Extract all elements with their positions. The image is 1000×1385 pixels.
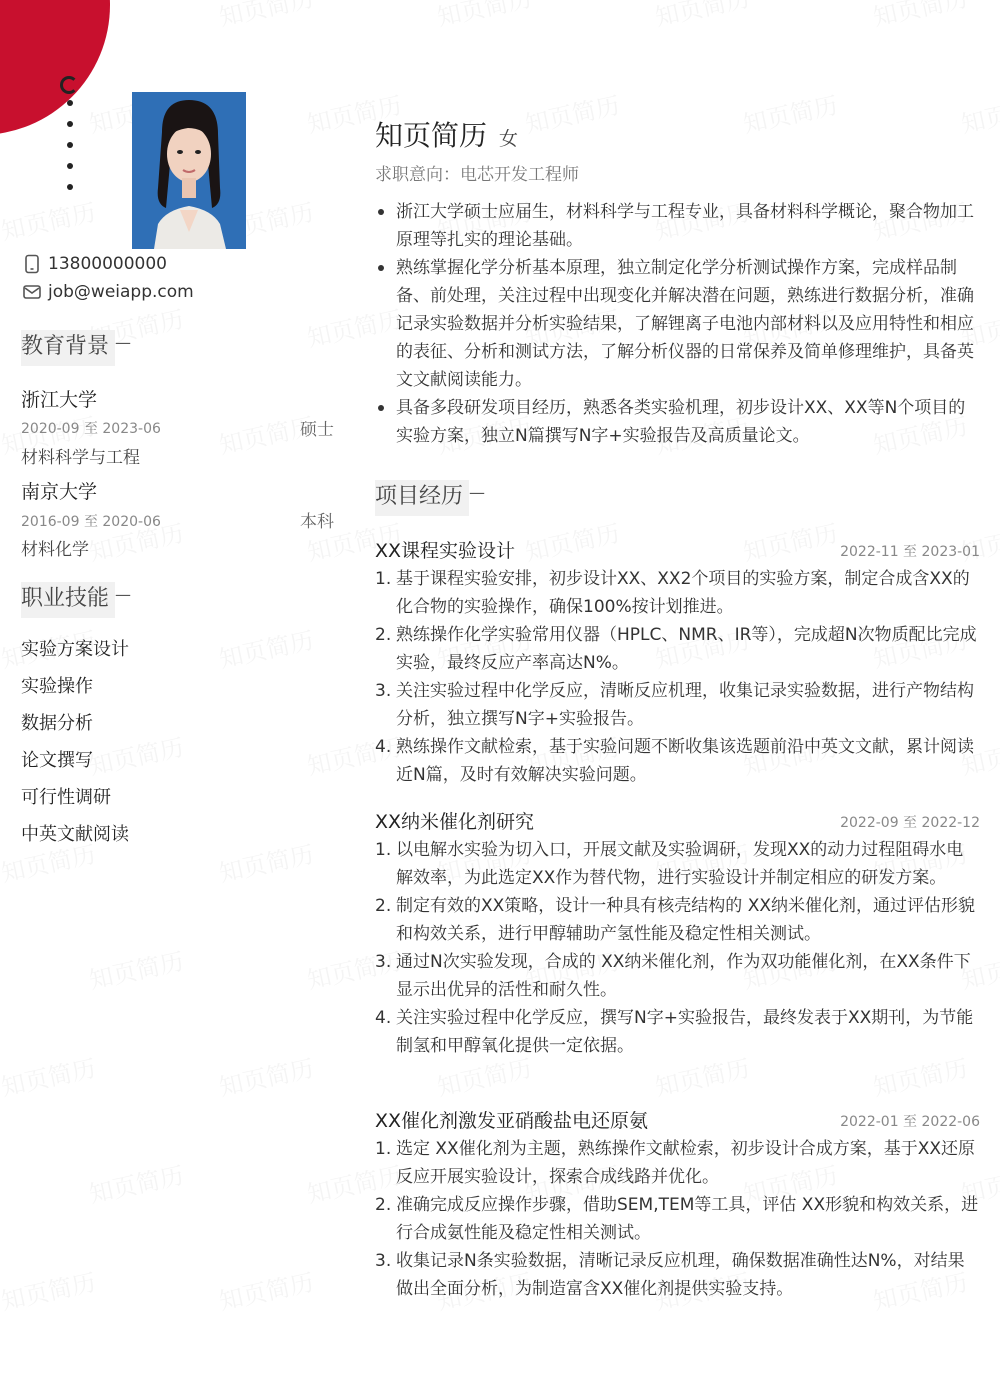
- watermark-text: [0, 1048, 99, 1102]
- watermark-text: [215, 0, 316, 33]
- watermark-text: [521, 513, 622, 567]
- watermark-text: [0, 1262, 99, 1316]
- project-items: [375, 1135, 980, 1303]
- watermark-text: [85, 1155, 186, 1209]
- project-date: 2022-11 至 2023-01: [840, 544, 980, 560]
- project-item: 2. 熟练操作化学实验常用仪器（HPLC、NMR、IR等），完成超N次物质配比完成实验，最终反应产率高达N%。: [375, 625, 977, 673]
- watermark-text: [215, 620, 316, 674]
- watermark-text: [521, 85, 622, 139]
- skill-item: 数据分析: [21, 713, 93, 734]
- phone-number: 13800000000: [48, 254, 167, 274]
- watermark-text: [0, 192, 99, 246]
- section-title-education: 教育背景 —: [21, 330, 115, 366]
- watermark-text: [215, 1048, 316, 1102]
- project-date: 2022-01 至 2022-06: [840, 1114, 980, 1130]
- project-items: [375, 836, 980, 1060]
- education-degree: 本科: [300, 512, 334, 532]
- phone-icon: [22, 254, 42, 274]
- watermark-text: [215, 1262, 316, 1316]
- email-icon: [22, 282, 42, 302]
- watermark-text: [651, 0, 752, 33]
- project-item: 3. 关注实验过程中化学反应，清晰反应机理，收集记录实验数据，进行产物结构分析，独立撰写N字+实验报告。: [375, 681, 974, 729]
- project-item: 4. 关注实验过程中化学反应，撰写N字+实验报告，最终发表于XX期刊，为节能制氢和甲醇氧化提供一定依据。: [375, 1008, 974, 1056]
- candidate-gender: 女: [499, 128, 519, 150]
- project-title: XX纳米催化剂研究: [375, 811, 535, 833]
- summary-item: 浙江大学硕士应届生，材料科学与工程专业，具备材料科学概论，聚合物加工原理等扎实的理论基础。: [375, 198, 980, 254]
- education-degree: 硕士: [300, 420, 334, 440]
- watermark-text: [215, 834, 316, 888]
- decorative-dots: [67, 100, 73, 205]
- skills-list: [21, 638, 129, 860]
- project-item: 1. 选定 XX催化剂为主题，熟练操作文献检索，初步设计合成方案，基于XX还原反应开展实验设计，探索合成线路并优化。: [375, 1139, 975, 1187]
- project-item: 1. 基于课程实验安排，初步设计XX、XX2个项目的实验方案，制定合成含XX的化合物的实验操作，确保100%按计划推进。: [375, 569, 970, 617]
- project-date: 2022-09 至 2022-12: [840, 815, 980, 831]
- education-major: 材料科学与工程: [21, 448, 140, 468]
- summary-list: [375, 198, 980, 450]
- education-date: 2020-09 至 2023-06: [21, 421, 161, 437]
- watermark-text: [739, 85, 840, 139]
- project-item: 3. 通过N次实验发现，合成的 XX纳米催化剂，作为双功能催化剂，在XX条件下显示出优异的活性和耐久性。: [375, 952, 971, 1000]
- project-item: 3. 收集记录N条实验数据，清晰记录反应机理，确保数据准确性达N%，对结果做出全面分析，为制造富含XX催化剂提供实验支持。: [375, 1251, 965, 1299]
- contact-email: [22, 282, 194, 302]
- project-item: 2. 准确完成反应操作步骤，借助SEM,TEM等工具，评估 XX形貌和构效关系，进行合成氨性能及稳定性相关测试。: [375, 1195, 979, 1243]
- watermark-text: [957, 85, 1000, 139]
- summary-item: 熟练掌握化学分析基本原理，独立制定化学分析测试操作方案，完成样品制备、前处理，关注过程中出现变化并解决潜在问题，熟练进行数据分析，准确记录实验数据并分析实验结果，了解锂离子电池内部材料以及应用特性和相应的表征、分析和测试方法，了解分析仪器的日常保养及简单修理维护，具备英文文献阅读能力。: [375, 254, 980, 394]
- skill-item: 实验操作: [21, 676, 93, 697]
- education-date: 2016-09 至 2020-06: [21, 514, 161, 530]
- project-item: 2. 制定有效的XX策略，设计一种具有核壳结构的 XX纳米催化剂，通过评估形貌和构效关系，进行甲醇辅助产氢性能及稳定性相关测试。: [375, 896, 975, 944]
- project-title: XX课程实验设计: [375, 540, 516, 562]
- project-item: 1. 以电解水实验为切入口，开展文献及实验调研，发现XX的动力过程阻碍水电解效率，为此选定XX作为替代物，进行实验设计并制定相应的研发方案。: [375, 840, 964, 888]
- education-school: 浙江大学: [21, 389, 98, 411]
- watermark-text: [85, 941, 186, 995]
- skill-item: 可行性调研: [21, 787, 111, 808]
- watermark-text: [739, 513, 840, 567]
- section-title-projects: 项目经历 —: [375, 480, 469, 516]
- email-address: job@weiapp.com: [48, 282, 194, 302]
- watermark-text: [433, 0, 534, 33]
- section-title-skills: 职业技能 —: [21, 582, 115, 618]
- candidate-name: 知页简历: [375, 119, 488, 152]
- decorative-hook-icon: [60, 76, 78, 94]
- education-major: 材料化学: [21, 540, 89, 560]
- education-school: 南京大学: [21, 481, 98, 503]
- project-title: XX催化剂激发亚硝酸盐电还原氨: [375, 1110, 649, 1132]
- profile-photo: [132, 92, 246, 249]
- decorative-red-circle: [0, 0, 110, 135]
- skill-item: 中英文献阅读: [21, 824, 129, 845]
- skill-item: 论文撰写: [21, 750, 93, 771]
- job-intent: 求职意向：电芯开发工程师: [375, 165, 579, 185]
- project-items: [375, 565, 980, 789]
- skill-item: 实验方案设计: [21, 639, 129, 660]
- contact-phone: [22, 254, 167, 274]
- project-item: 4. 熟练操作文献检索，基于实验问题不断收集该选题前沿中英文文献，累计阅读近N篇，及时有效解决实验问题。: [375, 737, 974, 785]
- watermark-text: [869, 0, 970, 33]
- summary-item: 具备多段研发项目经历，熟悉各类实验机理，初步设计XX、XX等N个项目的实验方案，独立N篇撰写N字+实验报告及高质量论文。: [375, 394, 980, 450]
